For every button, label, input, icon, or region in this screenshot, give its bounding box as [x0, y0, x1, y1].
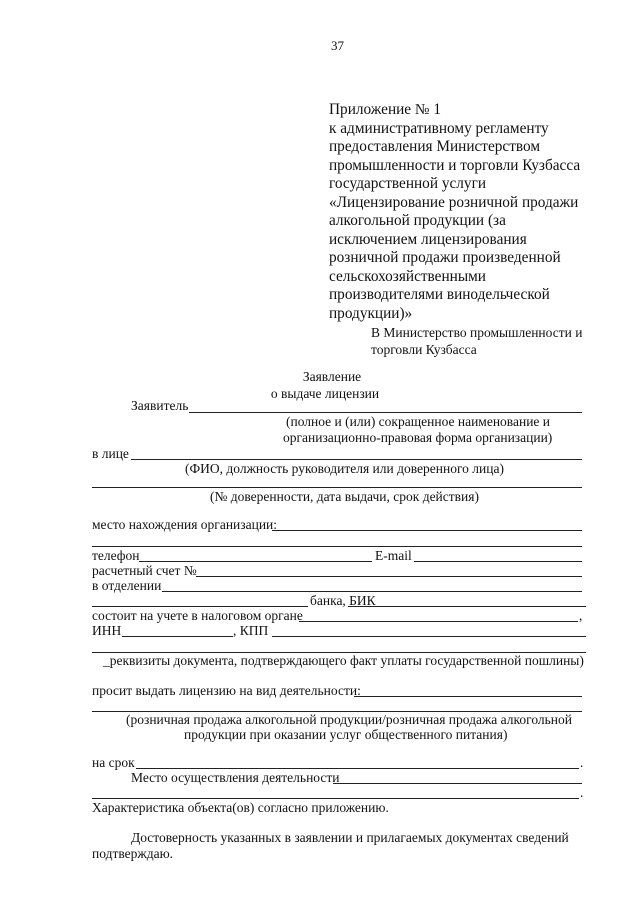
appendix-line: алкогольной продукции (за — [329, 212, 506, 229]
tax-comma: , — [579, 608, 583, 623]
activity-hint-1: (розничная продажа алкогольной продукции/розничная продажа алкогольной — [126, 712, 573, 727]
applicant-field[interactable] — [189, 412, 582, 413]
appendix-line: к административному регламенту — [329, 119, 549, 137]
email-field[interactable] — [414, 561, 582, 562]
proxy-hint: (№ доверенности, дата выдачи, срок действия) — [210, 489, 479, 504]
appendix-line: промышленности и торговли Кузбасса — [329, 156, 581, 174]
appendix-line: розничной продажи произведенной — [329, 249, 561, 266]
person-hint: (ФИО, должность руководителя или доверенного лица) — [185, 461, 504, 476]
account-field[interactable] — [196, 576, 582, 577]
phone-label: телефон — [92, 548, 140, 563]
appendix-line: «Лицензирование розничной продажи — [329, 193, 579, 211]
tax-field[interactable] — [299, 621, 578, 622]
term-period: . — [580, 755, 584, 770]
appendix-block — [329, 101, 591, 323]
person-label: в лице — [92, 446, 129, 461]
appendix-line: предоставления Министерством — [329, 138, 541, 155]
characteristic-text: Характеристика объекта(ов) согласно приложению. — [92, 800, 389, 815]
confirmation-text-2: подтверждаю. — [92, 846, 174, 861]
branch-label: в отделении — [92, 578, 162, 593]
applicant-hint-2: организационно-правовая форма организации) — [283, 430, 553, 445]
addressee-line-1: В Министерство промышленности и — [371, 325, 583, 340]
confirmation-text-1: Достоверность указанных в заявлении и прилагаемых документах сведений — [131, 830, 569, 845]
kpp-field[interactable] — [272, 636, 586, 637]
bik-field[interactable] — [348, 606, 586, 607]
form-title-line-2: о выдаче лицензии — [270, 385, 380, 401]
addressee — [371, 325, 582, 358]
phone-field[interactable] — [139, 561, 372, 562]
form-title-line-1: Заявление — [302, 369, 362, 384]
fee-hint: _реквизиты документа, подтверждающего факт уплаты государственной пошлины) — [103, 653, 584, 668]
person-field[interactable] — [131, 459, 582, 460]
kpp-label: , КПП — [233, 623, 269, 638]
proxy-field[interactable] — [92, 487, 582, 488]
account-label: расчетный счет № — [92, 563, 197, 578]
term-label: на срок — [92, 755, 135, 770]
appendix-line: сельскохозяйственными — [329, 267, 486, 285]
inn-field[interactable] — [122, 636, 233, 637]
location-label: место нахождения организации: — [92, 517, 278, 532]
tax-label: состоит на учете в налоговом органе — [92, 608, 303, 623]
bank-label: банка, БИК — [310, 593, 376, 608]
email-label: E-mail — [375, 548, 412, 563]
form-title — [200, 369, 450, 402]
applicant-hint-1: (полное и (или) сокращенное наименование и — [286, 414, 551, 429]
place-period: . — [580, 785, 584, 800]
place-field[interactable] — [333, 783, 582, 784]
branch-field[interactable] — [162, 591, 582, 592]
activity-hint-2: продукции при оказании услуг общественного питания) — [184, 727, 508, 742]
applicant-label: Заявитель — [131, 398, 189, 413]
location-field[interactable] — [272, 530, 582, 531]
activity-label: просит выдать лицензию на вид деятельности: — [92, 683, 361, 698]
inn-label: ИНН — [92, 623, 122, 638]
bank-name-field[interactable] — [92, 606, 308, 607]
page-number: 37 — [331, 38, 344, 53]
appendix-line: исключением лицензирования — [329, 230, 527, 248]
location-field-2[interactable] — [92, 546, 582, 547]
addressee-line-2: торговли Кузбасса — [371, 341, 477, 357]
appendix-line: Приложение № 1 — [329, 101, 441, 118]
activity-field[interactable] — [354, 696, 582, 697]
appendix-line: продукции)» — [329, 304, 413, 322]
place-label: Место осуществления деятельности — [131, 770, 340, 785]
term-field[interactable] — [136, 768, 579, 769]
place-field-2[interactable] — [92, 798, 579, 799]
appendix-line: государственной услуги — [329, 175, 487, 192]
appendix-line: производителями винодельческой — [329, 286, 550, 303]
